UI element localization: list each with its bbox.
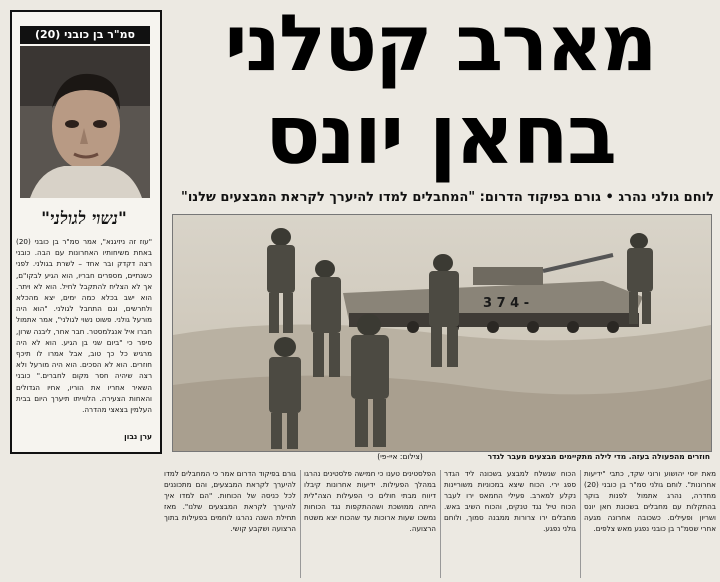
article-column-4: גורם בפיקוד הדרום אמר כי המחבלים למדו להיערך לקראת המבצעים, והם מתכוננים לכל כניסה של הכוחות. "הם למדו איך להיערך לקראת המבצעים שלנו". מאז תחילת השנה נהרגו לוחמים בפעילות בתוך הרצועה ושקבע קושי. — [164, 469, 296, 533]
article-column-1: מאת יוסי יהושוע ורוני שקד, כתבי "ידיעות אחרונות". לוחם גולני סמ"ר בן כובני (20) מחדרה, נהרג אתמול לפנות בוקר בהתקלות עם מחבלים בשכונת חאן יונס ושריון ופעילים. כשכובה אחרונה מגעה אחרי שסמ"ר בן כובני נפגע מאש צלפים. — [584, 469, 716, 533]
main-headline-line2: בחאן יונס — [265, 88, 615, 183]
soldiers-image — [173, 215, 711, 451]
portrait-image — [20, 46, 150, 198]
article-column-3: הפלסטינים טענו כי חמישה פלסטינים נהרגו במהלך הפעילות. ידיעות אחרונות קיבלו דיווח מבתי חולים כי הפעילות הצה"לית הייתה ממושכת ושההתקפות נגד הכוחות נמשכו שעות ארוכות עד שהכוח יצא משטח הרצועה. — [304, 469, 436, 533]
portrait-photo — [20, 46, 150, 198]
column-divider — [580, 470, 581, 578]
apc-marking: 3 7 4 - — [483, 296, 530, 311]
column-divider — [300, 470, 301, 578]
sidebar-byline: ערן נבון — [124, 432, 152, 441]
column-divider — [440, 470, 441, 578]
photo-caption: חוזרים מהפעולה בעזה. מדי לילה מתקיימים מבצעים מעבר לגדר — [487, 452, 710, 461]
sub-headline: לוחם גולני נהרג • גורם בפיקוד הדרום: "המחבלים למדו להיערך לקראת המבצעים שלנו" — [181, 190, 714, 205]
portrait-caption: סמ"ר בן כובני (20) — [20, 26, 150, 44]
photo-credit: (צילום: איי-פי) — [377, 452, 423, 461]
soldiers-photo — [172, 214, 712, 452]
article-column-2: הכוח שנשלח למבצע בשכונה ליד הגדר ספג ירי. הכוח שיצא במכוניות משוריינות נקלע למארב. פעילי החמאס ירו לעבר הכוח טיל נגד טנקים, והכוח השיב באש. מחבלים ירו צרורות ממבנה סמוך, ולוחם גולני נפגע. — [444, 469, 576, 533]
main-headline-line1: מארב קטלני — [224, 0, 656, 89]
sidebar-text: "עוז זה ניזיגנא", אמר סמ"ר בן כובני (20) באחת משיחותיו האחרונות עם הבה. כובני רצה דקדק ובר אחד – לשרת בגולני. לפני כשנתיים, מספרים חבריו, הוא הגיע לבקו"ם, אך לא הצליח להתקבל לחיל. הוא לא ויתר. הוא ישב בכלא כמה ימים, יצא מהכלא ולחרשים, וגם התחבל לגולני. "הוא היה מורעל גולני. פשוט נשוי לגולני", אמר אתמול חברו איל אנגלמסטר. חבר אחר, ליבנה שרון, סיפר כי "ביום שני בן הגיע. הוא לא היה מרגיש כל כך טוב, אבל אמרו לו תיכף חוזרים. הוא לא הסכים. הוא היה מורעל ולא רצה שיהיה חסר מקום לחברים." כובני השאיר אחריו את הוריו, אחיו הגדולים והאחות הצעירה. הלווייתו תיערך היום בבית העלמין בצאצי מהדרה. — [16, 237, 152, 415]
sidebar-headline: "נשוי לגולני" — [41, 209, 127, 229]
